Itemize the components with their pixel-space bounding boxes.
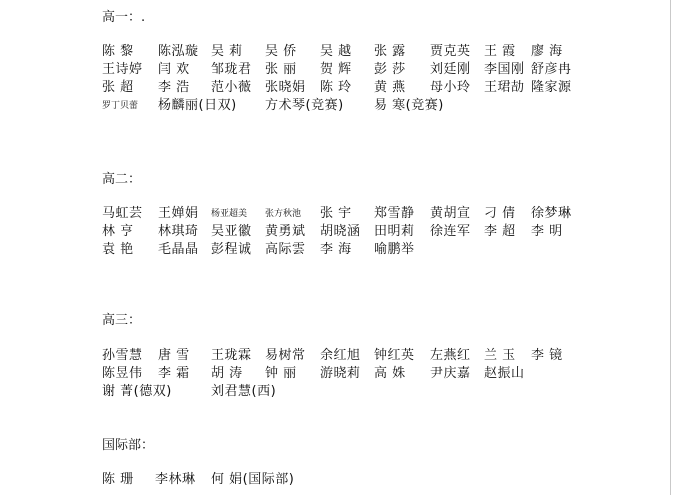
- student-name: 孙雪慧: [102, 348, 143, 363]
- student-name: 李 霜: [158, 366, 190, 381]
- student-name: 邹珑君: [211, 62, 252, 77]
- student-name: 舒彦冉: [531, 62, 572, 77]
- section-heading-international: 国际部：: [102, 438, 155, 453]
- student-name: 吴 莉: [211, 44, 243, 59]
- student-name: 罗丁贝蕾: [102, 101, 139, 111]
- student-name: 王婵娟: [158, 206, 199, 221]
- student-name: 易 寒(竞赛): [374, 98, 444, 113]
- student-name: 彭程诚: [211, 242, 252, 257]
- student-name: 尹庆嘉: [430, 366, 471, 381]
- student-name: 贾克英: [430, 44, 471, 59]
- student-name: 黄勇斌: [265, 224, 306, 239]
- student-name: 唐 雪: [158, 348, 190, 363]
- student-name: 廖 海: [531, 44, 563, 59]
- student-name: 胡 涛: [211, 366, 243, 381]
- student-name: 黄 燕: [374, 80, 406, 95]
- student-name: 谢 菁(德双): [102, 384, 172, 399]
- student-name: 林 亨: [102, 224, 134, 239]
- student-name: 范小薇: [211, 80, 252, 95]
- student-name: 毛晶晶: [158, 242, 199, 257]
- student-name: 杨麟丽(日双): [158, 98, 237, 113]
- student-name: 王珑霖: [211, 348, 252, 363]
- student-name: 林琪琦: [158, 224, 199, 239]
- student-name: 吴 越: [320, 44, 352, 59]
- student-name: 吴 侨: [265, 44, 297, 59]
- student-name: 喻鹏举: [374, 242, 415, 257]
- section-heading-grade-11: 高二：: [102, 172, 142, 187]
- student-name: 张晓娟: [265, 80, 306, 95]
- student-name: 兰 玉: [484, 348, 516, 363]
- student-name: 王诗婷: [102, 62, 143, 77]
- student-name: 刘廷刚: [430, 62, 471, 77]
- student-name: 刁 倩: [484, 206, 516, 221]
- student-name: 陈泓璇: [158, 44, 199, 59]
- student-name: 陈昱伟: [102, 366, 143, 381]
- student-name: 张 超: [102, 80, 134, 95]
- student-name: 隆家源: [531, 80, 572, 95]
- student-name: 钟红英: [374, 348, 415, 363]
- student-name: 王 霞: [484, 44, 516, 59]
- student-name: 游晓莉: [320, 366, 361, 381]
- student-name: 易树常: [265, 348, 306, 363]
- student-name: 何 娟(国际部): [211, 472, 295, 487]
- student-name: 马虹芸: [102, 206, 143, 221]
- student-name: 陈 玲: [320, 80, 352, 95]
- student-name: 郑雪静: [374, 206, 415, 221]
- student-name: 李 浩: [158, 80, 190, 95]
- student-name: 杨亚超美: [211, 209, 248, 219]
- student-name: 方术琴(竞赛): [265, 98, 344, 113]
- student-name: 左燕红: [430, 348, 471, 363]
- student-name: 彭 莎: [374, 62, 406, 77]
- student-name: 张 露: [374, 44, 406, 59]
- student-name: 李 镜: [531, 348, 563, 363]
- student-name: 赵振山: [484, 366, 525, 381]
- student-name: 李国刚: [484, 62, 525, 77]
- section-heading-grade-10: 高一：.: [102, 10, 146, 25]
- page-right-edge: [670, 0, 671, 495]
- student-name: 钟 丽: [265, 366, 297, 381]
- student-name: 李 超: [484, 224, 516, 239]
- student-name: 徐连军: [430, 224, 471, 239]
- student-name: 张 丽: [265, 62, 297, 77]
- student-name: 胡晓涵: [320, 224, 361, 239]
- student-name: 刘君慧(西): [211, 384, 277, 399]
- student-name: 张 宇: [320, 206, 352, 221]
- student-name: 陈 黎: [102, 44, 134, 59]
- student-name: 吴亚徽: [211, 224, 252, 239]
- student-name: 徐梦琳: [531, 206, 572, 221]
- student-name: 李 明: [531, 224, 563, 239]
- student-name: 田明莉: [374, 224, 415, 239]
- student-name: 李 海: [320, 242, 352, 257]
- student-name: 高际雲: [265, 242, 306, 257]
- student-name: 陈 珊: [102, 472, 134, 487]
- student-name: 闫 欢: [158, 62, 190, 77]
- student-name: 李林琳: [155, 472, 196, 487]
- student-name: 王珺劼: [484, 80, 525, 95]
- student-name: 张方秋池: [265, 209, 302, 219]
- student-name: 高 姝: [374, 366, 406, 381]
- section-heading-grade-12: 高三：: [102, 313, 142, 328]
- student-name: 母小玲: [430, 80, 471, 95]
- student-name: 袁 艳: [102, 242, 134, 257]
- student-name: 黄胡宣: [430, 206, 471, 221]
- student-name: 贺 辉: [320, 62, 352, 77]
- student-name: 余红旭: [320, 348, 361, 363]
